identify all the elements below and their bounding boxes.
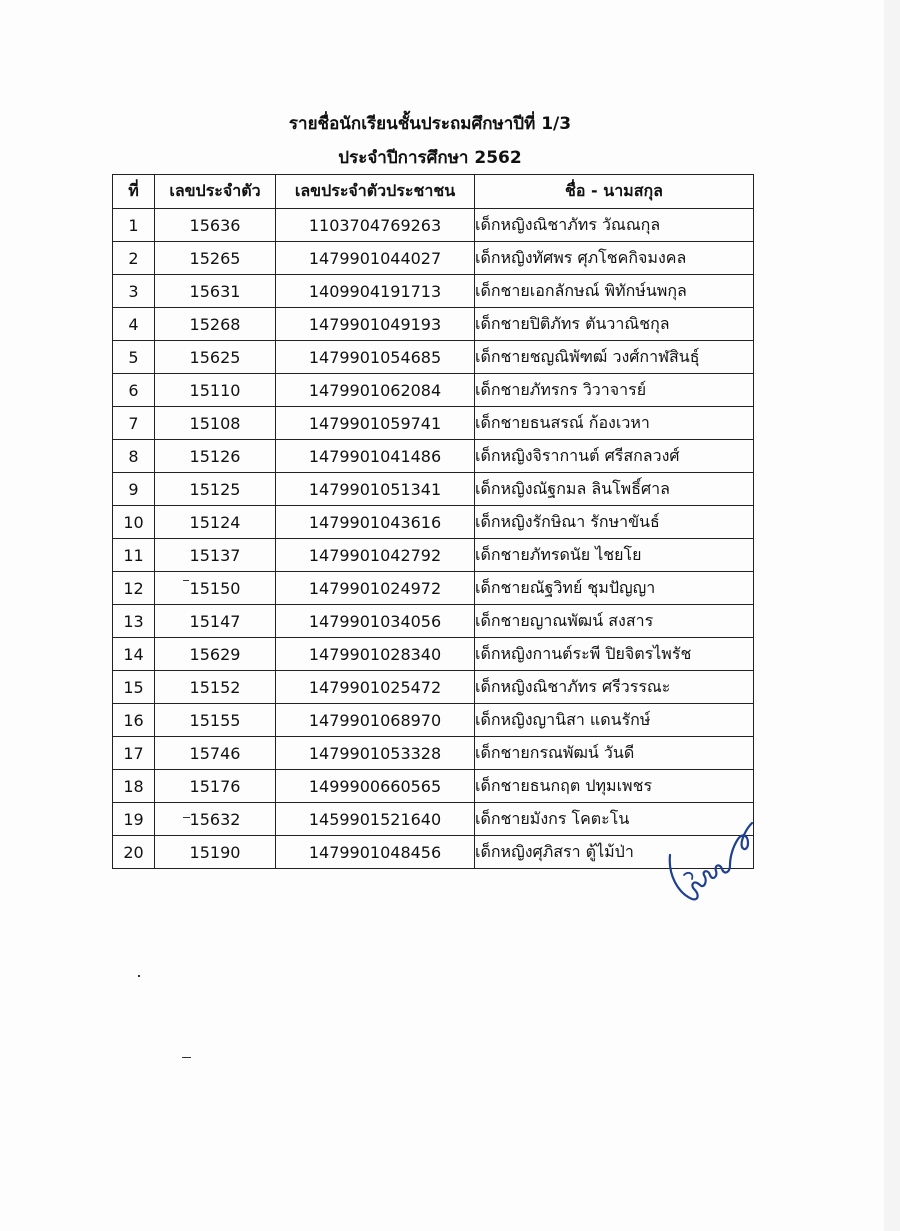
cell-row-number: 7: [113, 407, 155, 440]
cell-row-number: 3: [113, 275, 155, 308]
table-row: [113, 671, 754, 704]
cell-student-id: 15190: [155, 836, 276, 869]
cell-citizen-id: 1479901025472: [276, 671, 475, 704]
cell-row-number: 13: [113, 605, 155, 638]
cell-citizen-id: 1479901051341: [276, 473, 475, 506]
table-row: [113, 275, 754, 308]
document-subtitle: ประจำปีการศึกษา 2562: [338, 148, 522, 168]
column-header-full-name: ชื่อ - นามสกุล: [475, 175, 754, 209]
cell-citizen-id: 1499900660565: [276, 770, 475, 803]
cell-row-number: 5: [113, 341, 155, 374]
scan-speck: [138, 975, 140, 977]
cell-student-id: 15629: [155, 638, 276, 671]
cell-row-number: 16: [113, 704, 155, 737]
scan-speck: [183, 817, 190, 818]
cell-student-id: 15155: [155, 704, 276, 737]
scan-speck: [183, 580, 189, 581]
cell-student-id: 15124: [155, 506, 276, 539]
cell-student-id: 15632: [155, 803, 276, 836]
table-row: [113, 341, 754, 374]
cell-student-id: 15137: [155, 539, 276, 572]
cell-citizen-id: 1409904191713: [276, 275, 475, 308]
cell-full-name: เด็กหญิงณัฐกมล ลินโพธิ์ศาล: [475, 473, 754, 506]
cell-student-id: 15126: [155, 440, 276, 473]
cell-full-name: เด็กชายภัทรกร วิวาจารย์: [475, 374, 754, 407]
cell-row-number: 9: [113, 473, 155, 506]
table-row: [113, 374, 754, 407]
cell-citizen-id: 1479901048456: [276, 836, 475, 869]
table-row: [113, 836, 754, 869]
table-row: [113, 407, 754, 440]
cell-row-number: 1: [113, 209, 155, 242]
cell-citizen-id: 1479901043616: [276, 506, 475, 539]
cell-citizen-id: 1479901024972: [276, 572, 475, 605]
table-row: [113, 308, 754, 341]
table-body: [113, 209, 754, 869]
cell-row-number: 10: [113, 506, 155, 539]
cell-citizen-id: 1479901044027: [276, 242, 475, 275]
column-header-student-id: เลขประจำตัว: [155, 175, 276, 209]
table-row: [113, 770, 754, 803]
table-header: [113, 175, 754, 209]
cell-full-name: เด็กชายธนสรณ์ ก้องเวหา: [475, 407, 754, 440]
cell-student-id: 15108: [155, 407, 276, 440]
cell-student-id: 15265: [155, 242, 276, 275]
table-row: [113, 242, 754, 275]
cell-row-number: 8: [113, 440, 155, 473]
cell-row-number: 17: [113, 737, 155, 770]
cell-student-id: 15268: [155, 308, 276, 341]
cell-student-id: 15625: [155, 341, 276, 374]
signature: [664, 815, 760, 907]
cell-full-name: เด็กชายชญณิพัฑฒ์ วงศ์กาฬสินธุ์: [475, 341, 754, 374]
cell-citizen-id: 1479901034056: [276, 605, 475, 638]
cell-citizen-id: 1479901059741: [276, 407, 475, 440]
column-header-no: ที่: [113, 175, 155, 209]
cell-row-number: 4: [113, 308, 155, 341]
cell-full-name: เด็กหญิงทัศพร ศุภโชคกิจมงคล: [475, 242, 754, 275]
cell-full-name: เด็กหญิงณิชาภัทร วัณณกุล: [475, 209, 754, 242]
cell-student-id: 15150: [155, 572, 276, 605]
cell-row-number: 2: [113, 242, 155, 275]
cell-citizen-id: 1459901521640: [276, 803, 475, 836]
cell-citizen-id: 1479901049193: [276, 308, 475, 341]
cell-student-id: 15152: [155, 671, 276, 704]
table-row: [113, 737, 754, 770]
cell-full-name: เด็กหญิงณิชาภัทร ศรีวรรณะ: [475, 671, 754, 704]
cell-citizen-id: 1479901054685: [276, 341, 475, 374]
table-row: [113, 704, 754, 737]
cell-student-id: 15631: [155, 275, 276, 308]
cell-student-id: 15110: [155, 374, 276, 407]
cell-student-id: 15746: [155, 737, 276, 770]
student-roster-table: [112, 174, 754, 869]
cell-student-id: 15636: [155, 209, 276, 242]
cell-row-number: 15: [113, 671, 155, 704]
column-header-citizen-id: เลขประจำตัวประชาชน: [276, 175, 475, 209]
cell-full-name: เด็กชายภัทรดนัย ไชยโย: [475, 539, 754, 572]
table-row: [113, 440, 754, 473]
cell-citizen-id: 1479901062084: [276, 374, 475, 407]
cell-row-number: 11: [113, 539, 155, 572]
cell-full-name: เด็กหญิงกานต์ระพี ปิยจิตรไพรัช: [475, 638, 754, 671]
cell-student-id: 15176: [155, 770, 276, 803]
cell-full-name: เด็กหญิงจิรากานต์ ศรีสกลวงศ์: [475, 440, 754, 473]
cell-full-name: เด็กชายปิติภัทร ตันวาณิชกุล: [475, 308, 754, 341]
cell-citizen-id: 1479901028340: [276, 638, 475, 671]
table-row: [113, 605, 754, 638]
cell-full-name: เด็กชายญาณพัฒน์ สงสาร: [475, 605, 754, 638]
cell-row-number: 6: [113, 374, 155, 407]
table-row: [113, 638, 754, 671]
cell-full-name: เด็กชายเอกลักษณ์ พิทักษ์นพกุล: [475, 275, 754, 308]
table-row: [113, 209, 754, 242]
document-title: รายชื่อนักเรียนชั้นประถมศึกษาปีที่ 1/3: [288, 114, 572, 134]
cell-student-id: 15125: [155, 473, 276, 506]
cell-student-id: 15147: [155, 605, 276, 638]
cell-citizen-id: 1479901068970: [276, 704, 475, 737]
cell-citizen-id: 1103704769263: [276, 209, 475, 242]
table-row: [113, 473, 754, 506]
cell-full-name: เด็กชายธนกฤต ปทุมเพชร: [475, 770, 754, 803]
cell-full-name: เด็กชายกรณพัฒน์ วันดี: [475, 737, 754, 770]
cell-citizen-id: 1479901041486: [276, 440, 475, 473]
table-row: [113, 803, 754, 836]
cell-row-number: 20: [113, 836, 155, 869]
cell-full-name: เด็กหญิงรักษิณา รักษาขันธ์: [475, 506, 754, 539]
table-row: [113, 572, 754, 605]
cell-citizen-id: 1479901053328: [276, 737, 475, 770]
cell-citizen-id: 1479901042792: [276, 539, 475, 572]
cell-full-name: เด็กหญิงญานิสา แดนรักษ์: [475, 704, 754, 737]
cell-full-name: เด็กชายณัฐวิทย์ ชุมปัญญา: [475, 572, 754, 605]
cell-row-number: 12: [113, 572, 155, 605]
cell-row-number: 19: [113, 803, 155, 836]
cell-full-name: เด็กหญิงศุภิสรา ตู้ไม้ป่า: [475, 836, 754, 869]
scan-speck: [182, 1057, 191, 1058]
cell-row-number: 14: [113, 638, 155, 671]
table-row: [113, 539, 754, 572]
header-row: [113, 175, 754, 209]
table-row: [113, 506, 754, 539]
cell-row-number: 18: [113, 770, 155, 803]
cell-full-name: เด็กชายมังกร โคตะโน: [475, 803, 754, 836]
